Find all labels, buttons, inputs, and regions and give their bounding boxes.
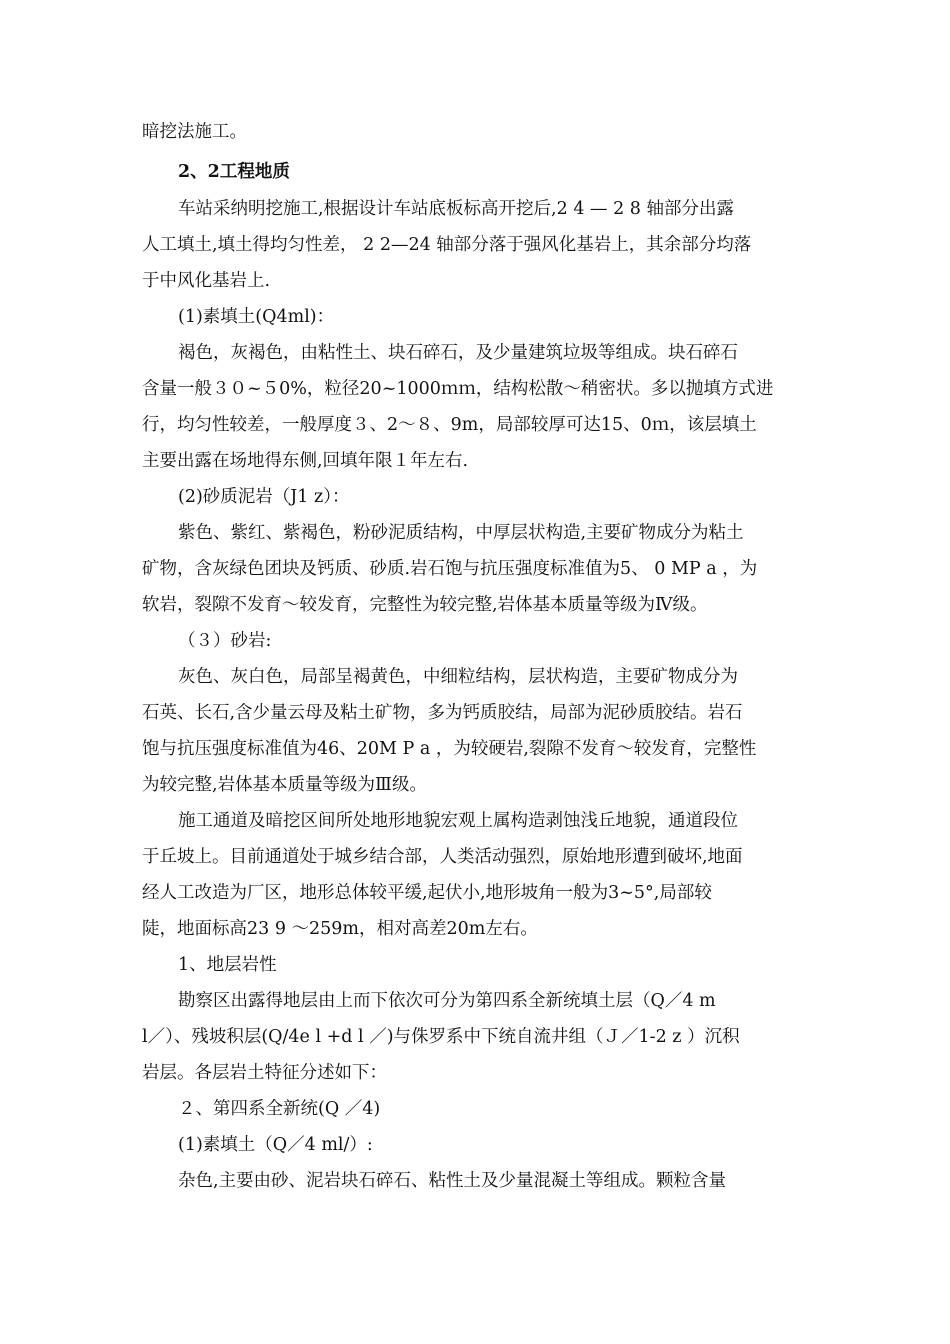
text-line: 行，均匀性较差，一般厚度３、2～８、9m，局部较厚可达15、0ｍ，该层填土 [142, 415, 757, 435]
text-line: 经人工改造为厂区，地形总体较平缓,起伏小,地形坡角一般为3~5°,局部较 [142, 883, 712, 903]
text-line: 人工填土,填土得均匀性差， 2 2—24 轴部分落于强风化基岩上，其余部分均落 [142, 235, 752, 255]
subheading: 1、地层岩性 [178, 955, 277, 975]
subheading: (1)素填土(Q4ml)： [178, 307, 335, 327]
text-line: 勘察区出露得地层由上而下依次可分为第四系全新统填土层（Q／4 m [178, 991, 716, 1011]
text-line: 褐色，灰褐色，由粘性土、块石碎石，及少量建筑垃圾等组成。块石碎石 [178, 343, 738, 363]
text-line: 于丘坡上。目前通道处于城乡结合部，人类活动强烈，原始地形遭到破坏,地面 [142, 847, 743, 867]
subheading: ２、第四系全新统(Q ／4) [178, 1099, 381, 1119]
text-line: 石英、长石,含少量云母及粘土矿物，多为钙质胶结，局部为泥砂质胶结。岩石 [142, 703, 743, 723]
subheading: （３）砂岩: [178, 631, 272, 651]
text-line: l／）、残坡积层(Q/4e l +d l ／)与侏罗系中下统自流井组（Ｊ／1-2 z ）沉积 [142, 1027, 740, 1047]
text-line: 软岩，裂隙不发育～较发育，完整性为较完整,岩体基本质量等级为Ⅳ级。 [142, 595, 708, 615]
text-line: 主要出露在场地得东侧,回填年限１年左右. [142, 451, 469, 471]
text-line: 灰色、灰白色，局部呈褐黄色，中细粒结构，层状构造，主要矿物成分为 [178, 667, 738, 687]
text-line: 施工通道及暗挖区间所处地形地貌宏观上属构造剥蚀浅丘地貌，通道段位 [178, 811, 738, 831]
text-line: 岩层。各层岩土特征分述如下： [142, 1063, 387, 1083]
subheading: (2)砂质泥岩（J1 z）： [178, 487, 350, 507]
text-line: 于中风化基岩上. [142, 271, 271, 291]
text-line: 含量一般３０~５0%，粒径20~1000ｍｍ，结构松散～稍密状。多以抛填方式进 [142, 379, 774, 399]
text-line: 矿物，含灰绿色团块及钙质、砂质.岩石饱与抗压强度标准值为5、 0 MP a ，为 [142, 559, 758, 579]
text-line: 紫色、紫红、紫褐色，粉砂泥质结构，中厚层状构造,主要矿物成分为粘土 [178, 523, 744, 543]
text-line: 为较完整,岩体基本质量等级为Ⅲ级。 [142, 775, 427, 795]
text-line: 杂色,主要由砂、泥岩块石碎石、粘性土及少量混凝土等组成。颗粒含量 [178, 1171, 727, 1191]
text-line: 饱与抗压强度标准值为46、20M P a ，为较硬岩,裂隙不发育～较发育，完整性 [142, 739, 757, 759]
text-line: 陡，地面标高23 9 ～259m，相对高差20m左右。 [142, 919, 538, 939]
text-line: 暗挖法施工。 [142, 122, 247, 142]
text-line: 车站采纳明挖施工,根据设计车站底板标高开挖后,2 4 — 2 8 轴部分出露 [178, 199, 734, 219]
section-heading: 2、2工程地质 [178, 162, 290, 182]
subheading: (1)素填土（Q／4 ml/）: [178, 1135, 373, 1155]
